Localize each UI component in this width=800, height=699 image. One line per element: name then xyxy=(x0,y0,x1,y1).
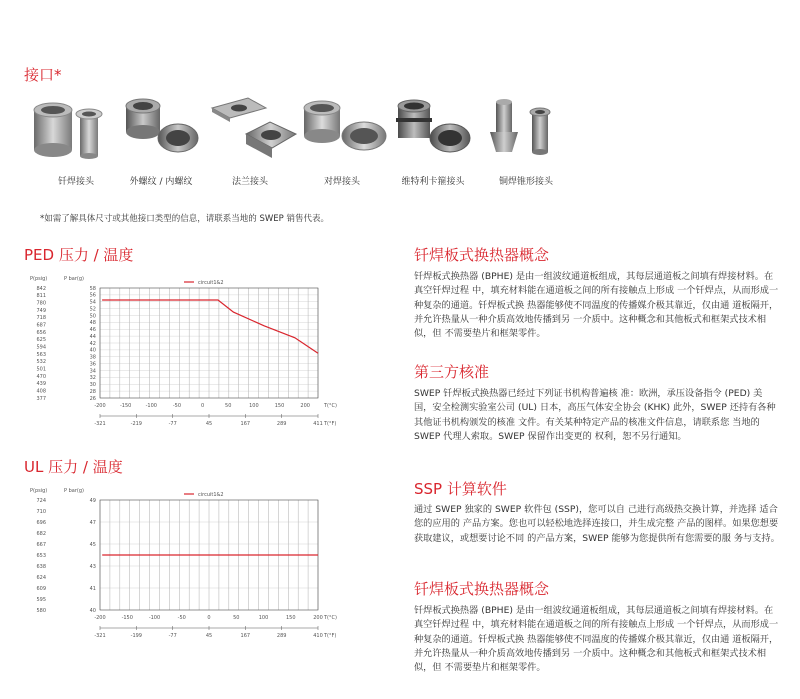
ul-psi-tick: 595 xyxy=(36,596,46,603)
ped-x-tick-f: -219 xyxy=(130,421,143,427)
ped-psi-tick: 377 xyxy=(36,395,46,402)
ped-psi-tick: 656 xyxy=(36,329,46,336)
ul-x-tick-f: 289 xyxy=(276,633,287,639)
ul-right-axis-label: P bar(g) xyxy=(64,488,84,494)
ped-bar-tick: 44 xyxy=(89,333,96,340)
ped-bar-tick: 28 xyxy=(89,388,96,395)
ul-x-tick-f: -199 xyxy=(130,633,143,639)
ped-x-tick-c: 200 xyxy=(300,403,310,409)
connection-label-weld: 对焊接头 xyxy=(323,177,361,187)
ped-xlabel-f: T(°F) xyxy=(324,421,337,427)
connections-title: 接口* xyxy=(24,66,62,84)
ped-psi-tick: 594 xyxy=(36,344,46,351)
ped-bar-tick: 26 xyxy=(89,395,96,402)
ped-x-tick-f: 289 xyxy=(276,421,287,427)
connection-label-flange: 法兰接头 xyxy=(231,177,269,187)
connection-label-cone: 铜焊锥形接头 xyxy=(498,177,554,187)
ped-x-tick-c: -200 xyxy=(94,403,106,409)
ped-series-line xyxy=(102,300,318,353)
ul-psi-tick: 667 xyxy=(36,541,46,548)
ped-x-tick-f: 167 xyxy=(240,421,251,427)
ul-chart xyxy=(28,478,348,648)
ul-bar-tick: 43 xyxy=(89,563,96,570)
ped-psi-tick: 780 xyxy=(36,300,46,307)
ul-x-tick-f: -321 xyxy=(94,633,106,639)
section-body-bphe-concept-2: 钎焊板式换热器 (BPHE) 是由一组波纹通道板组成，其每层通道板之间填有焊接材料。在真空钎焊过程 中，填充材料能在通道板之间的所有接触点上形成 一个钎焊点，从而形成一种复杂的通道。钎焊板式换 热器能够使不同温度的传播媒介极其靠近，仅由通 道板隔开，并允许热量从一种介质高效地传播到另 一介质中。这种概念和其他板式和框架式技术相似，但 不需要垫片和框架零件。 xyxy=(414,605,779,674)
ped-psi-tick: 563 xyxy=(36,351,46,358)
ped-psi-tick: 749 xyxy=(36,307,46,314)
connection-label-victaulic: 维特利卡箍接头 xyxy=(401,177,465,187)
ul-x-tick-f: 45 xyxy=(205,633,213,639)
ped-psi-tick: 532 xyxy=(36,359,46,366)
ped-bar-tick: 38 xyxy=(89,354,96,361)
ped-bar-tick: 54 xyxy=(89,299,96,306)
ped-bar-tick: 58 xyxy=(89,285,96,292)
ped-psi-tick: 842 xyxy=(36,285,46,292)
ul-x-tick-f: 410 xyxy=(313,633,323,639)
ped-psi-tick: 811 xyxy=(36,293,46,300)
section-title-ssp-software: SSP 计算软件 xyxy=(414,480,507,498)
ped-psi-tick: 501 xyxy=(36,366,46,373)
section-title-approvals: 第三方核准 xyxy=(414,363,490,381)
section-body-ssp-software: 通过 SWEP 独家的 SWEP 软件包 (SSP)，您可以自 己进行高级热交换计算，并选择 适合您的应用的 产品方案。您也可以轻松地选择连接口，并生成完整 产品的图样。如果您想要获取建议，或想要讨论不同 的产品方案，SWEP 能够为您提供所有您需要的服 务与支持。 xyxy=(414,504,780,544)
ped-bar-tick: 32 xyxy=(89,375,96,382)
ul-psi-tick: 624 xyxy=(36,574,46,581)
connections-note: *如需了解具体尺寸或其他接口类型的信息，请联系当地的 SWEP 销售代表。 xyxy=(40,214,329,224)
ped-bar-tick: 42 xyxy=(89,340,96,347)
connection-label-threaded: 外螺纹 / 内螺纹 xyxy=(129,177,193,187)
ul-psi-tick: 696 xyxy=(36,519,46,526)
cone-connection-icon xyxy=(486,96,562,162)
ul-x-tick-c: -150 xyxy=(121,615,133,621)
ped-left-axis-label: P(psig) xyxy=(30,276,48,282)
ped-bar-tick: 46 xyxy=(89,327,96,334)
ped-x-tick-f: -77 xyxy=(168,421,177,427)
ul-psi-tick: 638 xyxy=(36,563,46,570)
ped-psi-tick: 439 xyxy=(36,381,46,388)
threaded-connection-icon xyxy=(120,96,204,160)
ul-psi-tick: 724 xyxy=(36,497,46,504)
ul-x-tick-c: -50 xyxy=(177,615,186,621)
ped-chart-title: PED 压力 / 温度 xyxy=(24,246,134,264)
ul-psi-tick: 710 xyxy=(36,508,46,515)
ul-x-tick-c: 150 xyxy=(285,615,296,621)
ul-x-tick-f: 167 xyxy=(240,633,251,639)
ul-psi-tick: 580 xyxy=(36,607,46,614)
ped-psi-tick: 718 xyxy=(36,315,46,322)
ped-xlabel-c: T(°C) xyxy=(324,403,337,409)
brazed-connection-icon xyxy=(28,96,110,162)
ped-x-tick-f: 45 xyxy=(205,421,213,427)
ped-x-tick-c: -100 xyxy=(145,403,157,409)
ped-chart xyxy=(28,266,348,436)
ul-legend-label: circuit1&2 xyxy=(198,492,224,498)
ul-bar-tick: 49 xyxy=(89,497,96,504)
ul-bar-tick: 45 xyxy=(89,541,96,548)
ped-legend-label: circuit1&2 xyxy=(198,280,224,286)
section-body-approvals: SWEP 钎焊板式换热器已经过下列证书机构普遍核 准：欧洲，承压设备指令 (PED) 美国，安全检测实验室公司 (UL) 日本，高压气体安全协会 (KHK) 此外，SWEP 还持有各种其他证书机构颁发的核准 文件。有关某种特定产品的核准文件信息，请联系您 当地的 SWEP 代理人索取。SWEP 保留作出变更的 权利，恕不另行通知。 xyxy=(414,388,776,442)
ped-x-tick-c: 150 xyxy=(274,403,285,409)
ped-right-axis-label: P bar(g) xyxy=(64,276,84,282)
section-title-bphe-concept-2: 钎焊板式换热器概念 xyxy=(414,580,550,598)
ped-bar-tick: 52 xyxy=(89,306,96,313)
ped-x-tick-c: 100 xyxy=(249,403,259,409)
ul-psi-tick: 653 xyxy=(36,552,46,559)
ul-x-tick-c: 200 xyxy=(313,615,323,621)
section-title-bphe-concept: 钎焊板式换热器概念 xyxy=(414,246,550,264)
ul-x-tick-c: 50 xyxy=(233,615,240,621)
ped-x-tick-c: 0 xyxy=(200,403,205,409)
ped-bar-tick: 40 xyxy=(89,347,96,354)
ul-x-tick-c: -100 xyxy=(148,615,161,621)
ul-xlabel-c: T(°C) xyxy=(324,615,337,621)
ped-x-tick-c: 50 xyxy=(225,403,232,409)
ped-bar-tick: 48 xyxy=(89,320,96,327)
ped-psi-tick: 687 xyxy=(36,322,46,329)
ped-psi-tick: 625 xyxy=(36,337,46,344)
ul-bar-tick: 47 xyxy=(89,519,96,526)
ul-x-tick-f: -77 xyxy=(168,633,177,639)
ped-bar-tick: 56 xyxy=(89,292,96,299)
ul-bar-tick: 41 xyxy=(89,585,96,592)
ul-psi-tick: 609 xyxy=(36,585,46,592)
ped-bar-tick: 34 xyxy=(89,368,96,375)
flange-connection-icon xyxy=(208,94,300,162)
section-body-bphe-concept: 钎焊板式换热器 (BPHE) 是由一组波纹通道板组成，其每层通道板之间填有焊接材料。在真空钎焊过程 中，填充材料能在通道板之间的所有接触点上形成 一个钎焊点，从而形成一种复杂的通道。钎焊板式换 热器能够使不同温度的传播媒介极其靠近，仅由通 道板隔开，并允许热量从一种介质高效地传播到另 一介质中。这种概念和其他板式和框架式技术相似，但 不需要垫片和框架零件。 xyxy=(414,271,779,340)
ul-psi-tick: 682 xyxy=(36,530,46,537)
ped-bar-tick: 30 xyxy=(89,382,96,389)
ped-x-tick-c: -50 xyxy=(172,403,182,409)
ped-x-tick-f: -321 xyxy=(94,421,106,427)
ped-bar-tick: 36 xyxy=(89,361,96,368)
ul-left-axis-label: P(psig) xyxy=(30,488,48,494)
ped-bar-tick: 50 xyxy=(89,313,96,320)
ped-x-tick-c: -150 xyxy=(119,403,132,409)
connection-label-brazed: 钎焊接头 xyxy=(57,177,95,187)
ul-x-tick-c: -200 xyxy=(94,615,106,621)
ul-xlabel-f: T(°F) xyxy=(324,633,337,639)
ul-x-tick-c: 0 xyxy=(207,615,211,621)
ul-bar-tick: 40 xyxy=(89,607,96,614)
ped-x-tick-f: 411 xyxy=(313,421,323,427)
ul-x-tick-c: 100 xyxy=(258,615,269,621)
ped-psi-tick: 470 xyxy=(36,373,46,380)
weld-connection-icon xyxy=(300,96,390,160)
ul-chart-title: UL 压力 / 温度 xyxy=(24,458,123,476)
ped-psi-tick: 408 xyxy=(36,388,46,395)
victaulic-connection-icon xyxy=(392,96,476,160)
